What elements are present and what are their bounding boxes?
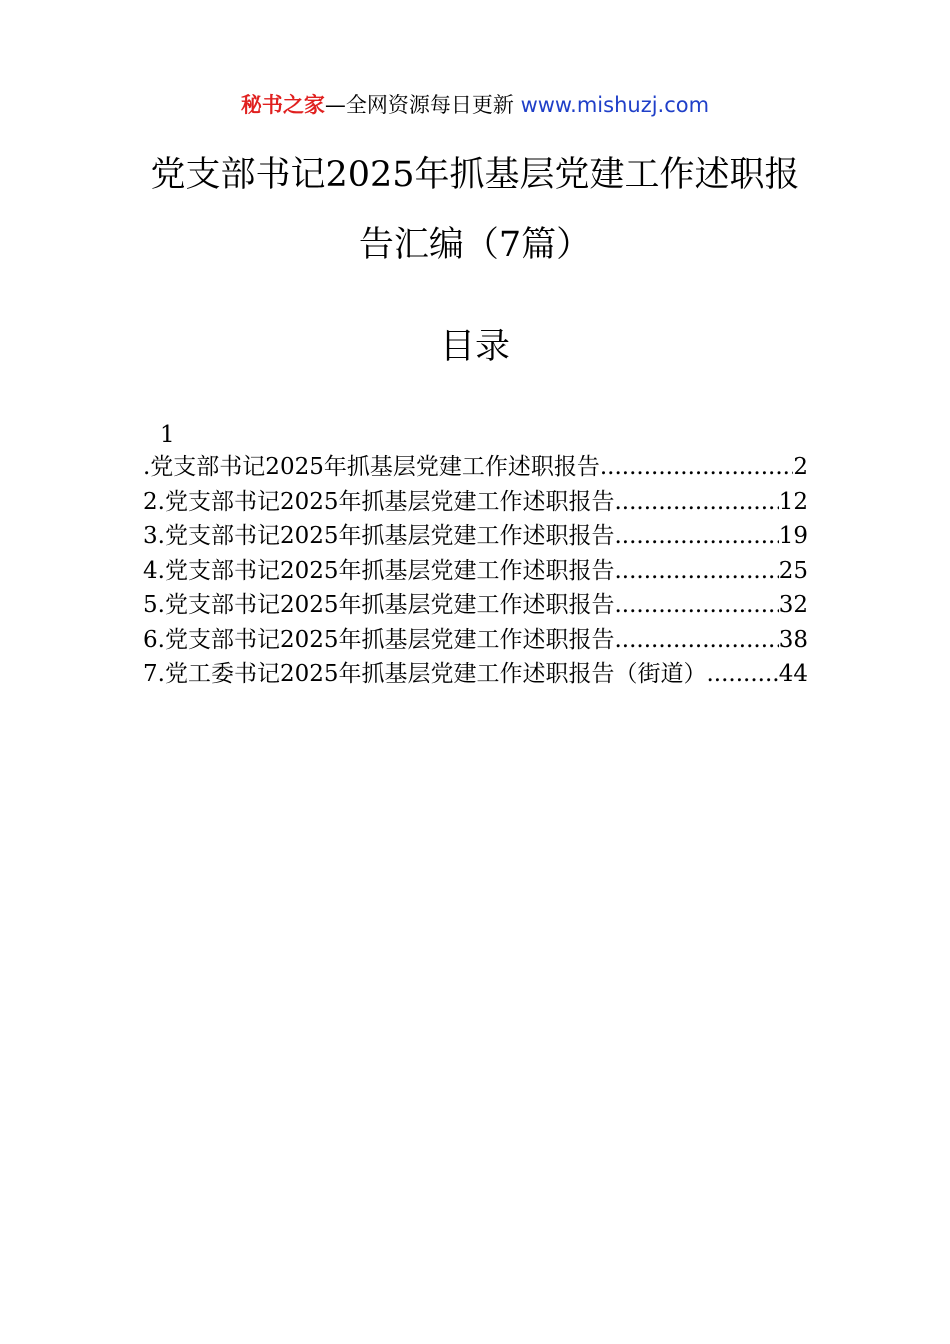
toc-entry-page: 32 bbox=[778, 592, 808, 618]
toc-entry[interactable] bbox=[143, 623, 808, 658]
toc-entry-label: 6.党支部书记2025年抓基层党建工作述职报告 bbox=[143, 626, 615, 653]
title-line-2: 告汇编（7篇） bbox=[358, 225, 592, 265]
table-of-contents bbox=[143, 420, 808, 692]
site-brand: 秘书之家 bbox=[240, 93, 325, 117]
toc-entry-label: 7.党工委书记2025年抓基层党建工作述职报告（街道） bbox=[143, 661, 707, 687]
toc-entry-page: 38 bbox=[778, 626, 808, 653]
toc-entry[interactable] bbox=[143, 450, 808, 485]
toc-leader-dots bbox=[600, 450, 794, 485]
toc-entry-label: 5.党支部书记2025年抓基层党建工作述职报告 bbox=[143, 592, 615, 618]
toc-entry-label: 3.党支部书记2025年抓基层党建工作述职报告 bbox=[143, 523, 615, 549]
toc-leader-dots bbox=[614, 554, 778, 589]
site-tagline: —全网资源每日更新 bbox=[324, 93, 521, 117]
toc-entry-label: 2.党支部书记2025年抓基层党建工作述职报告 bbox=[143, 488, 615, 515]
toc-entry[interactable] bbox=[143, 657, 808, 692]
toc-first-number: 1 bbox=[160, 422, 175, 448]
toc-leader-dots bbox=[614, 623, 778, 658]
toc-entry[interactable] bbox=[143, 588, 808, 623]
toc-entry[interactable] bbox=[143, 519, 808, 554]
document-title bbox=[140, 140, 810, 280]
toc-entry[interactable] bbox=[143, 485, 808, 520]
toc-leader-dots bbox=[614, 485, 778, 520]
toc-entry-page: 2 bbox=[793, 454, 808, 480]
site-header bbox=[0, 90, 950, 120]
toc-leader-dots bbox=[706, 657, 778, 692]
toc-entry-label: 4.党支部书记2025年抓基层党建工作述职报告 bbox=[143, 557, 615, 584]
toc-leader-dots bbox=[614, 588, 778, 623]
site-url-link[interactable]: www.mishuzj.com bbox=[520, 93, 710, 117]
toc-heading: 目录 bbox=[439, 327, 510, 367]
toc-entry-label: .党支部书记2025年抓基层党建工作述职报告 bbox=[143, 454, 600, 480]
toc-entry-page: 12 bbox=[778, 488, 808, 515]
toc-entry-page: 25 bbox=[778, 557, 808, 584]
toc-leader-dots bbox=[614, 519, 778, 554]
toc-entry-page: 44 bbox=[778, 661, 808, 687]
toc-entry[interactable] bbox=[143, 554, 808, 589]
title-line-1: 党支部书记2025年抓基层党建工作述职报 bbox=[150, 155, 800, 195]
toc-entry-page: 19 bbox=[778, 523, 808, 549]
